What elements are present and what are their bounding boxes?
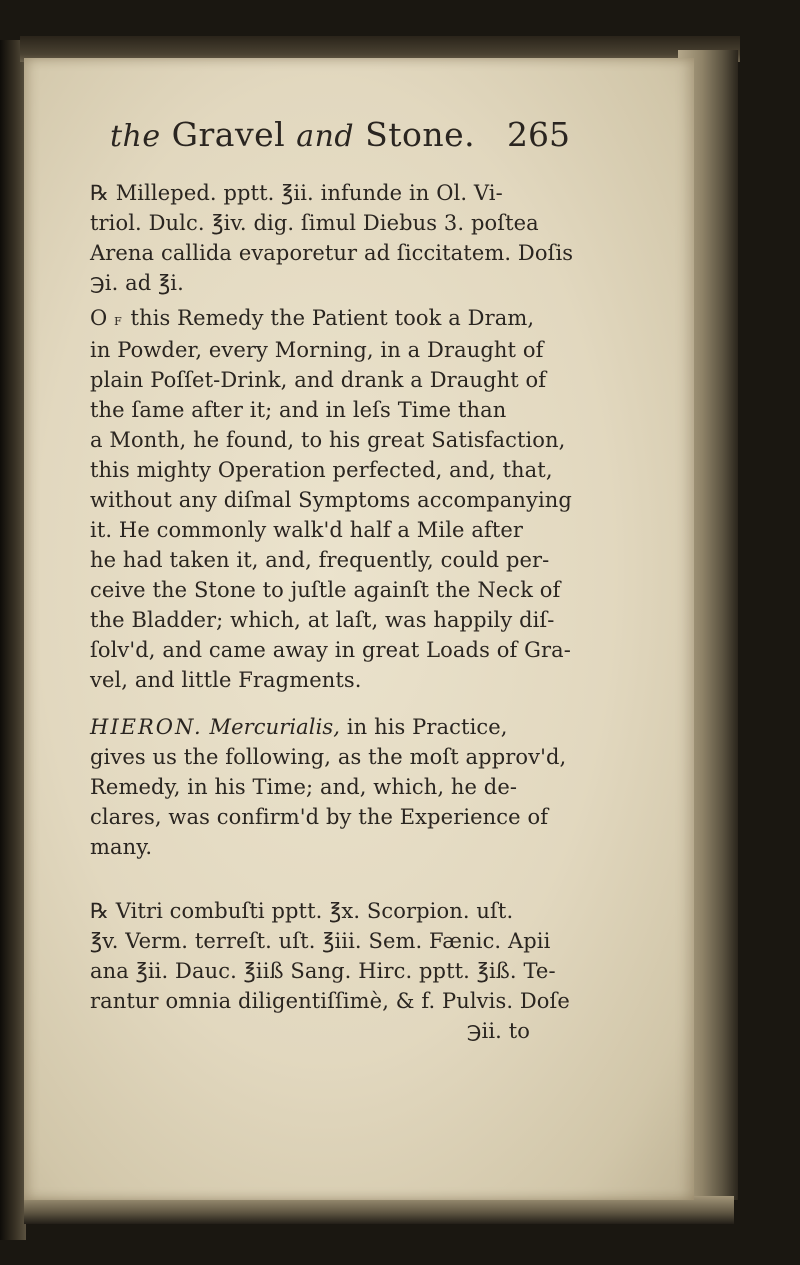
- paragraph-line: ſolv'd, and came away in great Loads of Gra-: [90, 638, 571, 662]
- page-number: 265: [507, 115, 570, 154]
- work-title: Mercurialis,: [209, 715, 341, 739]
- title-word-stone: Stone.: [365, 115, 476, 154]
- author-name: HIERON.: [90, 715, 203, 739]
- paragraph-line: Remedy, in his Time; and, which, he de-: [90, 775, 518, 799]
- recipe-line: ℞ Vitri combuſti pptt. ℥x. Scorpion. uſt.: [90, 899, 514, 923]
- paragraph-line: it. He commonly walk'd half a Mile after: [90, 518, 524, 542]
- title-word-gravel: Gravel: [171, 115, 286, 154]
- paragraph-line: gives us the following, as the moſt approv'd,: [90, 745, 567, 769]
- paragraph-line: clares, was confirm'd by the Experience of: [90, 805, 549, 829]
- small-caps-letter: f: [114, 311, 124, 329]
- recipe-vitri: [90, 896, 570, 1046]
- paragraph-line: without any diſmal Symptoms accompanying: [90, 488, 572, 512]
- running-header: [110, 115, 570, 165]
- paragraph-line: [90, 712, 560, 742]
- recipe-line: ℥v. Verm. terreſt. uſt. ℥iii. Sem. Fænic. Apii: [90, 929, 551, 953]
- paragraph-line: many.: [90, 835, 153, 859]
- title-word-the: the: [110, 119, 161, 154]
- running-title: [110, 115, 475, 154]
- paragraph-first-line-text: in his Practice,: [340, 715, 508, 739]
- catchword: ℈ii. to: [466, 1019, 530, 1043]
- paragraph-line: vel, and little Fragments.: [90, 668, 362, 692]
- recipe-milleped: [90, 178, 574, 298]
- paragraph-line: he had taken it, and, frequently, could per-: [90, 548, 550, 572]
- book-spine-edge: [0, 40, 26, 1240]
- paragraph-line: a Month, he found, to his great Satisfaction,: [90, 428, 566, 452]
- paragraph-line: ceive the Stone to juſtle againſt the Neck of: [90, 578, 561, 602]
- paragraph-line: plain Poſſet-Drink, and drank a Draught of: [90, 368, 547, 392]
- paragraph-line: the ſame after it; and in leſs Time than: [90, 398, 507, 422]
- recipe-line: triol. Dulc. ℥iv. dig. ſimul Diebus 3. poſtea: [90, 211, 539, 235]
- recipe-line: rantur omnia diligentiſſimè, & f. Pulvis. Doſe: [90, 989, 570, 1013]
- recipe-line: ℈i. ad ℥i.: [90, 271, 184, 295]
- paragraph-hieron: [90, 712, 567, 862]
- book-bottom-edge: [24, 1196, 734, 1224]
- recipe-line: Arena callida evaporetur ad ſiccitatem. Doſis: [90, 241, 574, 265]
- paragraph-line: this mighty Operation perfected, and, that,: [90, 458, 553, 482]
- paragraph-first-line-text: this Remedy the Patient took a Dram,: [123, 306, 535, 330]
- paragraph-line: in Powder, every Morning, in a Draught of: [90, 338, 544, 362]
- recipe-line: ℞ Milleped. pptt. ℥ii. infunde in Ol. Vi-: [90, 181, 503, 205]
- paragraph-line: the Bladder; which, at laſt, was happily diſ-: [90, 608, 555, 632]
- paragraph-remedy-effect: [90, 303, 572, 695]
- title-word-and: and: [296, 119, 355, 154]
- recipe-line: ana ℥ii. Dauc. ℥iiß Sang. Hirc. pptt. ℥iß. Te-: [90, 959, 556, 983]
- paragraph-line: [90, 303, 560, 335]
- drop-cap-letter: O: [90, 306, 108, 330]
